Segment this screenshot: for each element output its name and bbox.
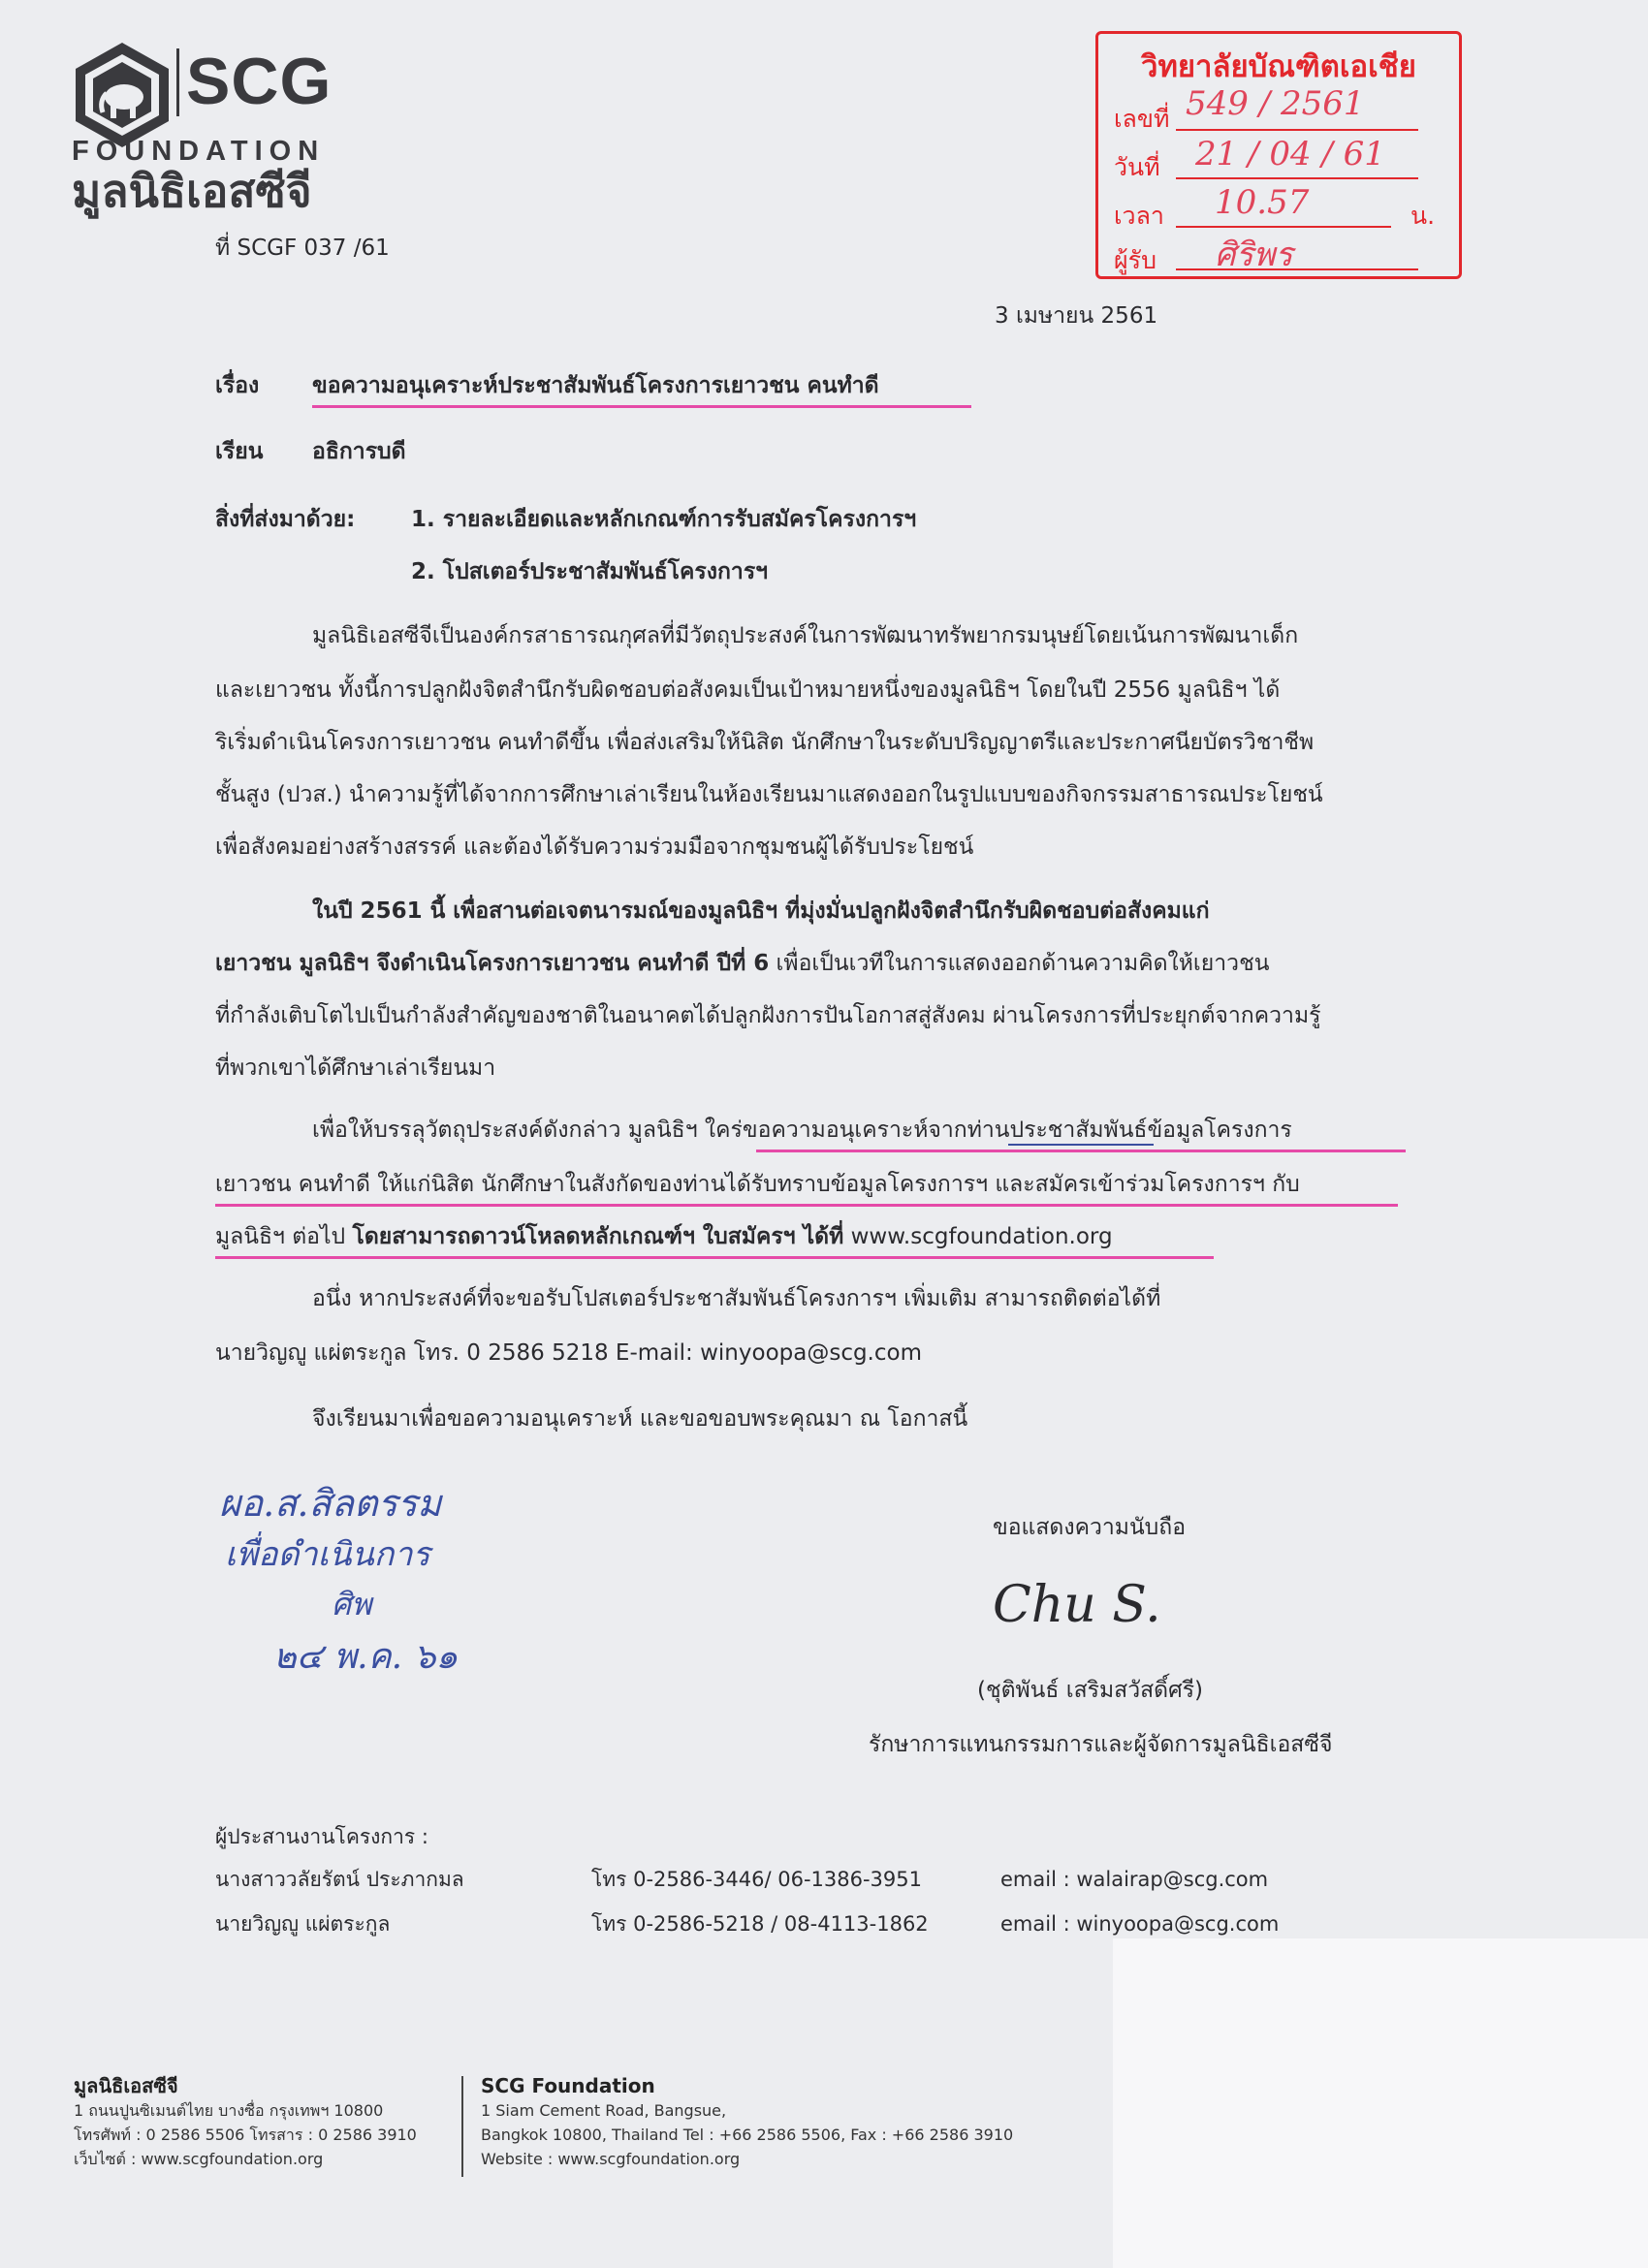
footer-thai — [74, 2074, 417, 2171]
signer-position: รักษาการแทนกรรมการและผู้จัดการมูลนิธิเอสซีจี — [869, 1732, 1333, 1757]
handwritten-note — [215, 1473, 603, 1696]
coordinator-1-email: email : walairap@scg.com — [1000, 1868, 1269, 1891]
stamp-time-value: 10.57 — [1215, 183, 1310, 222]
stamp-receiver-label: ผู้รับ — [1114, 246, 1157, 274]
coordinator-2-email: email : winyoopa@scg.com — [1000, 1912, 1280, 1936]
paragraph-3-line-1: เพื่อให้บรรลุวัตถุประสงค์ดังกล่าว มูลนิธิฯ ใคร่ขอความอนุเคราะห์จากท่านประชาสัมพันธ์ข้อมูลโครงการ — [312, 1118, 1292, 1143]
stamp-receiver-line — [1176, 268, 1418, 270]
stamp-number-line — [1176, 129, 1418, 131]
footer-english — [481, 2074, 1013, 2171]
coordinator-2-name: นายวิญญู แผ่ตระกูล — [215, 1912, 391, 1936]
hexagon-elephant-icon — [72, 41, 173, 149]
enclosure-item-1: 1. รายละเอียดและหลักเกณฑ์การรับสมัครโครงการฯ — [411, 507, 917, 532]
paragraph-3-line-3-a: มูลนิธิฯ ต่อไป — [215, 1224, 353, 1249]
paragraph-4-line-1: อนึ่ง หากประสงค์ที่จะขอรับโปสเตอร์ประชาสัมพันธ์โครงการฯ เพิ่มเติม สามารถติดต่อได้ที่ — [312, 1286, 1161, 1311]
stamp-number-label: เลขที่ — [1114, 105, 1170, 133]
paragraph-3-highlight-1 — [756, 1150, 1406, 1152]
paragraph-1-line-2: และเยาวชน ทั้งนี้การปลูกฝังจิตสำนึกรับผิดชอบต่อสังคมเป็นเป้าหมายหนึ่งของมูลนิธิฯ โดยในปี 2556 มูลนิธิฯ ได้ — [215, 677, 1281, 703]
addressee-text: อธิการบดี — [312, 439, 406, 464]
paragraph-3-line-3 — [215, 1223, 1113, 1252]
footer-english-website: Website : www.scgfoundation.org — [481, 2150, 741, 2168]
stamp-time-unit: น. — [1410, 202, 1436, 230]
stamp-number-value: 549 / 2561 — [1186, 84, 1365, 123]
footer-thai-address: 1 ถนนปูนซิเมนต์ไทย บางซื่อ กรุงเทพฯ 10800 — [74, 2101, 384, 2120]
paragraph-2-line-3: ที่กำลังเติบโตไปเป็นกำลังสำคัญของชาติในอนาคตได้ปลูกฝังการปันโอกาสสู่สังคม ผ่านโครงการที่ประยุกต์จากความรู้ — [215, 1003, 1321, 1028]
logo-thai-name: มูลนิธิเอสซีจี — [72, 165, 312, 217]
paragraph-1-line-5: เพื่อสังคมอย่างสร้างสรรค์ และต้องได้รับความร่วมมือจากชุมชนผู้ได้รับประโยชน์ — [215, 835, 974, 860]
footer-english-title: SCG Foundation — [481, 2074, 655, 2097]
receiving-stamp — [1095, 31, 1462, 279]
addressee-label: เรียน — [215, 439, 264, 464]
footer-english-address: 1 Siam Cement Road, Bangsue, — [481, 2101, 727, 2120]
paragraph-4-line-2: นายวิญญู แผ่ตระกูล โทร. 0 2586 5218 E-mail: winyoopa@scg.com — [215, 1340, 922, 1366]
paragraph-3-line-2: เยาวชน คนทำดี ให้แก่นิสิต นักศึกษาในสังกัดของท่านได้รับทราบข้อมูลโครงการฯ และสมัครเข้าร่วมโครงการฯ กับ — [215, 1172, 1300, 1197]
handwritten-line-1: ผอ.ส.สิลตรรม — [219, 1482, 442, 1525]
paragraph-2-line-1: ในปี 2561 นี้ เพื่อสานต่อเจตนารมณ์ของมูลนิธิฯ ที่มุ่งมั่นปลูกฝังจิตสำนึกรับผิดชอบต่อสังคมแก่ — [312, 898, 1210, 924]
logo-brand: SCG — [186, 45, 333, 118]
handwritten-line-4: ๒๔ พ.ค. ๖๑ — [273, 1637, 459, 1677]
coordinator-1-name: นางสาววลัยรัตน์ ประภากมล — [215, 1868, 464, 1891]
paragraph-3-highlight-3 — [215, 1256, 1214, 1259]
stamp-institution: วิทยาลัยบัณฑิตเอเชีย — [1141, 49, 1416, 84]
letter-date: 3 เมษายน 2561 — [995, 303, 1158, 329]
paragraph-2-line-4: ที่พวกเขาได้ศึกษาเล่าเรียนมา — [215, 1055, 496, 1081]
stamp-date-line — [1176, 177, 1418, 179]
paragraph-1-line-1: มูลนิธิเอสซีจีเป็นองค์กรสาธารณกุศลที่มีวัตถุประสงค์ในการพัฒนาทรัพยากรมนุษย์โดยเน้นการพัฒนาเด็ก — [312, 623, 1299, 648]
paper-patch — [1113, 1938, 1648, 2268]
closing-regards: ขอแสดงความนับถือ — [993, 1515, 1187, 1540]
signature: Chu S. — [993, 1576, 1161, 1634]
handwritten-line-3: ศิพ — [332, 1586, 372, 1622]
coordinator-2-phone: โทร 0-2586-5218 / 08-4113-1862 — [591, 1912, 929, 1936]
document-reference: ที่ SCGF 037 /61 — [215, 236, 390, 261]
paragraph-3-pen-mark — [1008, 1144, 1154, 1146]
paragraph-2-line-2 — [215, 950, 1269, 979]
subject-text: ขอความอนุเคราะห์ประชาสัมพันธ์โครงการเยาวชน คนทำดี — [312, 373, 879, 398]
enclosures-label: สิ่งที่ส่งมาด้วย: — [215, 507, 356, 532]
paragraph-2-line-2-rest: เพื่อเป็นเวทีในการแสดงออกด้านความคิดให้เยาวชน — [769, 951, 1270, 976]
signer-name: (ชุติพันธ์ เสริมสวัสดิ์ศรี) — [977, 1678, 1204, 1703]
paragraph-3-line-3-link: www.scgfoundation.org — [843, 1224, 1113, 1249]
paragraph-1-line-3: ริเริ่มดำเนินโครงการเยาวชน คนทำดีขึ้น เพื่อส่งเสริมให้นิสิต นักศึกษาในระดับปริญญาตรีและประกาศนียบัตรวิชาชีพ — [215, 730, 1315, 755]
footer-divider — [461, 2076, 463, 2177]
paragraph-2-line-2-bold: เยาวชน มูลนิธิฯ จึงดำเนินโครงการเยาวชน คนทำดี ปีที่ 6 — [215, 951, 770, 976]
handwritten-line-2: เพื่อดำเนินการ — [225, 1535, 430, 1574]
logo-divider — [176, 48, 179, 116]
footer-thai-phone: โทรศัพท์ : 0 2586 5506 โทรสาร : 0 2586 3910 — [74, 2126, 417, 2144]
coordinator-1-phone: โทร 0-2586-3446/ 06-1386-3951 — [591, 1868, 922, 1891]
closing-paragraph: จึงเรียนมาเพื่อขอความอนุเคราะห์ และขอขอบพระคุณมา ณ โอกาสนี้ — [312, 1406, 968, 1432]
stamp-date-value: 21 / 04 / 61 — [1195, 135, 1385, 173]
coordinators-label: ผู้ประสานงานโครงการ : — [215, 1825, 428, 1848]
enclosure-item-2: 2. โปสเตอร์ประชาสัมพันธ์โครงการฯ — [411, 559, 769, 584]
footer-english-phone: Bangkok 10800, Thailand Tel : +66 2586 5506, Fax : +66 2586 3910 — [481, 2126, 1014, 2144]
logo-foundation-text: FOUNDATION — [72, 136, 326, 167]
paragraph-1-line-4: ชั้นสูง (ปวส.) นำความรู้ที่ได้จากการศึกษาเล่าเรียนในห้องเรียนมาแสดงออกในรูปแบบของกิจกรรมสาธารณประโยชน์ — [215, 782, 1323, 807]
stamp-date-label: วันที่ — [1114, 153, 1160, 181]
stamp-time-label: เวลา — [1114, 202, 1164, 230]
subject-label: เรื่อง — [215, 373, 260, 398]
paragraph-3-line-3-b: โดยสามารถดาวน์โหลดหลักเกณฑ์ฯ ใบสมัครฯ ได้ที่ — [352, 1224, 844, 1249]
stamp-receiver-value: ศิริพร — [1215, 236, 1293, 274]
scg-foundation-logo — [72, 41, 363, 225]
paragraph-3-highlight-2 — [215, 1204, 1398, 1207]
footer-thai-title: มูลนิธิเอสซีจี — [74, 2074, 178, 2097]
subject-highlight — [312, 405, 971, 408]
footer-thai-website: เว็บไซต์ : www.scgfoundation.org — [74, 2150, 324, 2168]
